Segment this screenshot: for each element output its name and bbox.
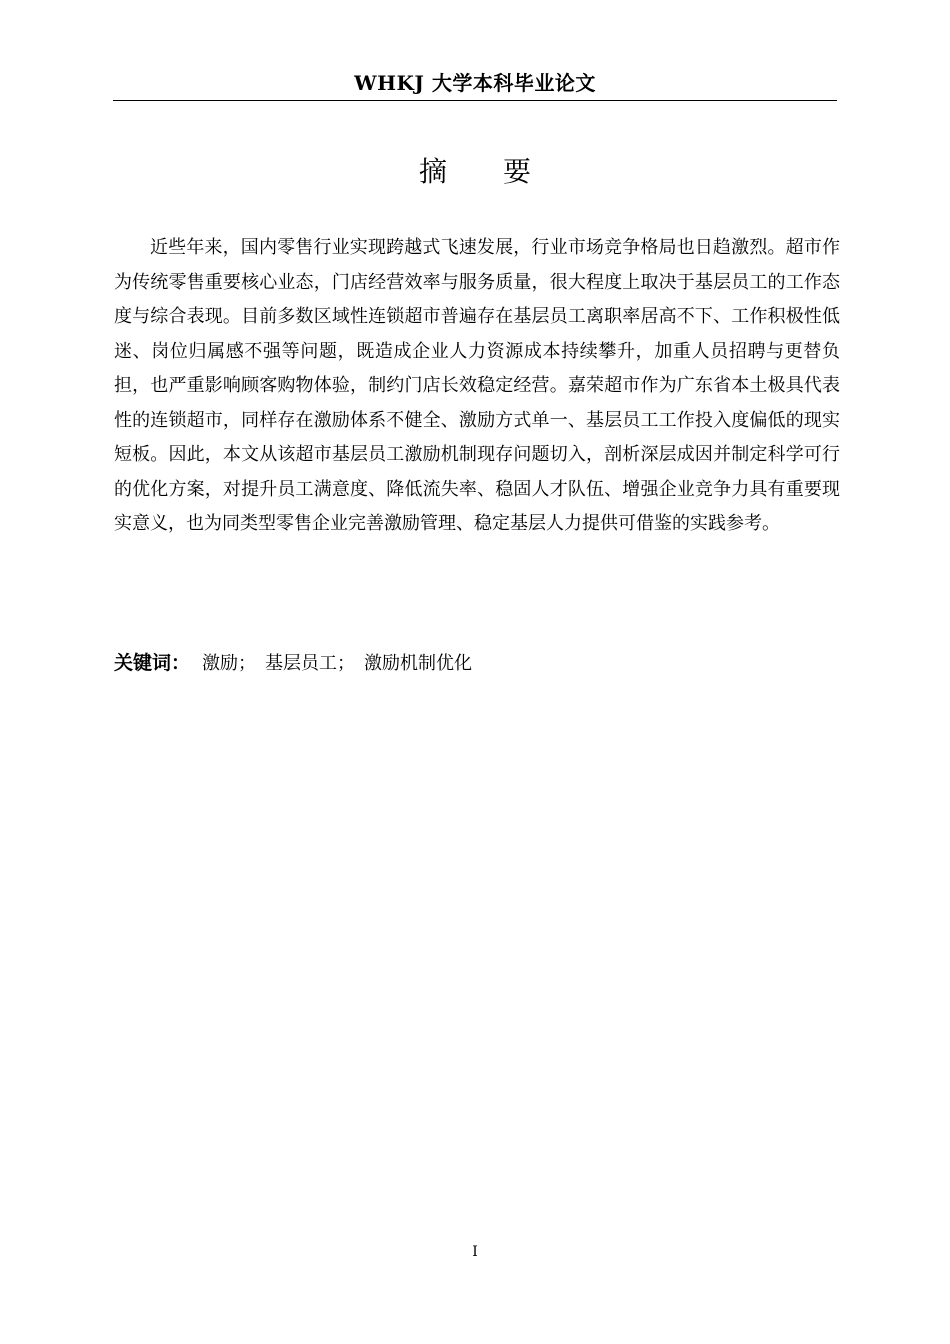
page-number: I <box>472 1244 478 1260</box>
abstract-paragraph: 近些年来，国内零售行业实现跨越式飞速发展，行业市场竞争格局也日趋激烈。超市作为传统零售重要核心业态，门店经营效率与服务质量，很大程度上取决于基层员工的工作态度与综合表现。目前多数区域性连锁超市普遍存在基层员工离职率居高不下、工作积极性低迷、岗位归属感不强等问题，既造成企业人力资源成本持续攀升，加重人员招聘与更替负担，也严重影响顾客购物体验，制约门店长效稳定经营。嘉荣超市作为广东省本土极具代表性的连锁超市，同样存在激励体系不健全、激励方式单一、基层员工工作投入度偏低的现实短板。因此，本文从该超市基层员工激励机制现存问题切入，剖析深层成因并制定科学可行的优化方案，对提升员工满意度、降低流失率、稳固人才队伍、增强企业竞争力具有重要现实意义，也为同类型零售企业完善激励管理、稳定基层人力提供可借鉴的实践参考。 <box>114 237 840 534</box>
keywords-value: 激励； 基层员工； 激励机制优化 <box>202 653 473 674</box>
header-title: WHKJ 大学本科毕业论文 <box>354 71 596 95</box>
page-header <box>113 70 837 101</box>
keywords-line <box>114 648 472 679</box>
abstract-title: 摘 要 <box>418 155 531 188</box>
keywords-label: 关键词： <box>114 652 191 674</box>
